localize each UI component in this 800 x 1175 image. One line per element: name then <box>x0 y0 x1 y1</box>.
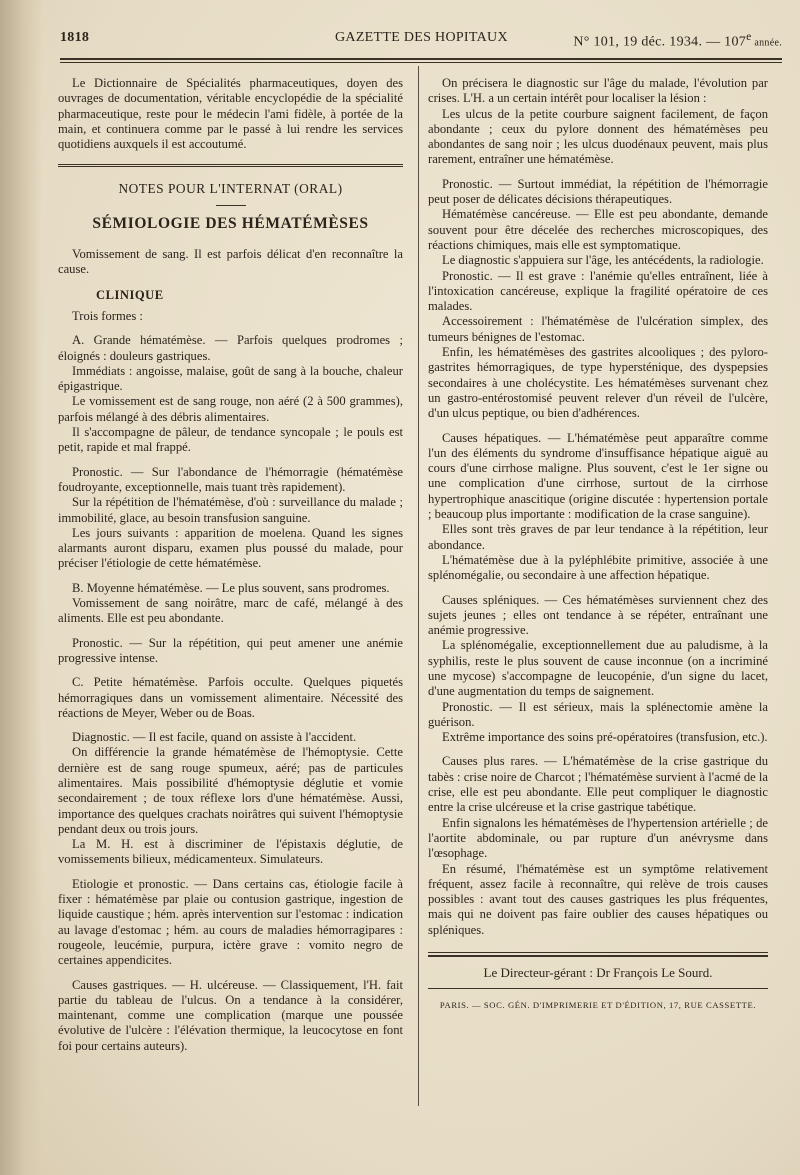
paragraph: C. Petite hématémèse. Parfois occulte. Quelques piquetés hémorragiques dans un vomissement alimentaire. Nécessité des réactions de Meyer, Weber ou de Boas. <box>58 675 403 720</box>
paragraph: Immédiats : angoisse, malaise, goût de sang à la bouche, chaleur épigastrique. <box>58 363 403 394</box>
left-column <box>58 76 403 1054</box>
paragraph: Causes gastriques. — H. ulcéreuse. — Classiquement, l'H. fait partie du tableau de l'ulcus. On a tendance à la considérer, maintenant, comme une complication (marque une poussée évolutive de l'ulcère : l'élévation thermique, la leucocytose en font foi pour certains auteurs). <box>58 977 403 1053</box>
paragraph: Accessoirement : l'hématémèse de l'ulcération simplex, des tumeurs bénignes de l'estomac. <box>428 314 768 344</box>
section-header: NOTES POUR L'INTERNAT (ORAL) <box>118 181 343 197</box>
intro-paragraph: Le Dictionnaire de Spécialités pharmaceutiques, doyen des ouvrages de documentation, véritable encyclopédie de la spécialité pharmaceutique, reste pour le médecin l'ami fidèle, à portée de la main, et continuera comme par le passé à lui rendre les services quotidiens auxquels il est accoutumé. <box>58 76 403 152</box>
paragraph: Causes plus rares. — L'hématémèse de la crise gastrique du tabès : crise noire de Charcot ; l'hématémèse survient à l'acmé de la crise, elle est peu abondante. Elle peut compliquer le diagnostic entre la crise ulcéreuse et la crise gastrique tabétique. <box>428 754 768 815</box>
paragraph: Pronostic. — Sur la répétition, qui peut amener une anémie progressive intense. <box>58 635 403 665</box>
running-header <box>60 30 782 52</box>
paragraph: Le vomissement est de sang rouge, non aéré (2 à 500 grammes), parfois mélangé à des débris alimentaires. <box>58 394 403 424</box>
paragraph: Enfin signalons les hématémèses de l'hypertension artérielle ; de l'aortite abdominale, ou par rupture d'un anévrysme dans l'œsophage. <box>428 815 768 861</box>
paragraph: La M. H. est à discriminer de l'épistaxis déglutie, de vomissements bilieux, médicamenteux. Simulateurs. <box>58 837 403 867</box>
header-rule-thin <box>60 62 782 63</box>
paragraph: Extrême importance des soins pré-opératoires (transfusion, etc.). <box>442 730 768 745</box>
subsection-title: CLINIQUE <box>96 287 164 302</box>
paragraph: Vomissement de sang noirâtre, marc de café, mélangé à des aliments. Elle est peu abondante. <box>58 596 403 626</box>
paragraph: En résumé, l'hématémèse est un symptôme relativement fréquent, assez facile à reconnaître, qui relève de trois causes possibles : avant tout des causes gastriques les plus fréquentes, mais qui ne doivent pas faire oublier des causes hépatiques ou spléniques. <box>428 861 768 937</box>
paragraph: Pronostic. — Surtout immédiat, la répétition de l'hémorragie peut poser de délicates décisions thérapeutiques. <box>428 176 768 207</box>
paragraph: L'hématémèse due à la pyléphlébite primitive, associée à une splénomégalie, ou secondaire à une affection hépatique. <box>428 552 768 583</box>
paragraph: B. Moyenne hématémèse. — Le plus souvent, sans prodromes. <box>72 580 390 595</box>
paragraph: Pronostic. — Sur l'abondance de l'hémorragie (hématémèse foudroyante, exceptionnelle, mais tuant très rapidement). <box>58 464 403 494</box>
short-rule <box>216 205 246 206</box>
paragraph: Etiologie et pronostic. — Dans certains cas, étiologie facile à fixer : hématémèse par plaie ou contusion gastrique, ingestion de liquide caustique ; hém. après intervention sur l'estomac : indication au lavage d'estomac ; hém. au cours de maladies hémorragipares : rougeole, leucémie, purpura, ictère grave : vomito negro de certaines appendicites. <box>58 876 403 968</box>
paragraph: Hématémèse cancéreuse. — Elle est peu abondante, demande souvent pour être décelée des recherches microscopiques, des réactions chimiques, mais elle est symptomatique. <box>428 207 768 252</box>
binding-gutter <box>0 0 42 1175</box>
paragraph: Vomissement de sang. Il est parfois délicat d'en reconnaître la cause. <box>58 247 403 277</box>
paragraph: Enfin, les hématémèses des gastrites alcooliques ; des pyloro-gastrites hémorragiques, de type hypersténique, des dyspepsies secondaires à une cholécystite. Les hématémèses survenant chez un gastro-entérostomisé peuvent relever d'un réveil de l'ulcère, d'un ulcus peptique, ou bien d'adhérences. <box>428 345 768 421</box>
paragraph: Il s'accompagne de pâleur, de tendance syncopale ; le pouls est petit, rapide et mal frappé. <box>58 425 403 455</box>
header-rule <box>60 58 782 60</box>
paragraph: Les jours suivants : apparition de moelena. Quand les signes alarmants auront disparu, examen plus poussé du malade, pour préciser l'étiologie de cette hématémèse. <box>58 525 403 571</box>
paragraph: A. Grande hématémèse. — Parfois quelques prodromes ; éloignés : douleurs gastriques. <box>58 333 403 363</box>
paragraph: La splénomégalie, exceptionnellement due au paludisme, à la syphilis, reste le plus souvent de cause inconnue (on a incriminé une mycose) s'accompagne de leucopénie, d'un signe du lacet, d'une augmentation du temps de saignement. <box>428 638 768 699</box>
printer-line: PARIS. — SOC. GÉN. D'IMPRIMERIE ET D'ÉDITION, 17, RUE CASSETTE. <box>439 1000 757 1011</box>
paragraph: Le diagnostic s'appuiera sur l'âge, les antécédents, la radiologie. <box>442 253 764 268</box>
paragraph: Diagnostic. — Il est facile, quand on assiste à l'accident. <box>72 730 357 745</box>
right-column <box>428 76 768 1014</box>
issue-suffix: année. <box>751 37 782 49</box>
page-number: 1818 <box>60 30 90 45</box>
paragraph: Causes hépatiques. — L'hématémèse peut apparaître comme l'un des éléments du syndrome d'insuffisance hépatique aiguë au cours d'une cirrhose maligne. Plus souvent, c'est le 1er signe ou une complication d'une cirrhose, surtout de la cirrhose hypertrophique anascitique (origine discutée : hypertension portale ; beaucoup plus importante : modification de la crase sanguine). <box>428 430 768 522</box>
paragraph: Causes spléniques. — Ces hématémèses surviennent chez des sujets jeunes ; elles ont tendance à se répéter, entraînant une anémie progressive. <box>428 592 768 638</box>
paragraph: Sur la répétition de l'hématémèse, d'où : surveillance du malade ; immobilité, glace, au besoin transfusion sanguine. <box>58 495 403 525</box>
director-rule <box>428 988 768 989</box>
footer-rule <box>428 952 768 953</box>
director-line: Le Directeur-gérant : Dr François Le Sourd. <box>483 965 713 981</box>
paragraph: Elles sont très graves de par leur tendance à la répétition, leur abondance. <box>428 522 768 552</box>
paragraph: Les ulcus de la petite courbure saignent facilement, de façon abondante ; ceux du pylore donnent des hématémèses peu abondantes de sang noir ; les ulcus duodénaux peuvent, mais plus rarement, entraîner une hématémèse. <box>428 106 768 167</box>
issue-sup: e <box>746 30 752 43</box>
paragraph: On précisera le diagnostic sur l'âge du malade, l'évolution par crises. L'H. a un certain intérêt pour localiser la lésion : <box>428 76 768 106</box>
column-separator <box>418 66 419 1106</box>
paragraph: Trois formes : <box>72 308 143 323</box>
article-title: SÉMIOLOGIE DES HÉMATÉMÈSES <box>92 214 369 232</box>
footer-rule-thick <box>428 955 768 957</box>
paragraph: Pronostic. — Il est grave : l'anémie qu'elles entraînent, liée à l'intoxication cancéreuse, explique la fragilité opératoire de ces malades. <box>428 268 768 314</box>
paragraph: On différencie la grande hématémèse de l'hémoptysie. Cette dernière est de sang rouge spumeux, aéré; pas de particules alimentaires. Mais possibilité d'hémoptysie déglutie et vomie secondairement ; de toux réflexe lors d'une hématémèse. Aussi, importance des quelques crachats noirâtres qui suivent l'hémoptysie pendant deux ou trois jours. <box>58 745 403 836</box>
paragraph: Pronostic. — Il est sérieux, mais la splénectomie amène la guérison. <box>428 699 768 729</box>
double-rule <box>58 164 403 167</box>
journal-title: GAZETTE DES HOPITAUX <box>335 30 508 45</box>
issue-info <box>573 30 782 51</box>
issue-text: N° 101, 19 déc. 1934. — 107 <box>573 34 747 50</box>
